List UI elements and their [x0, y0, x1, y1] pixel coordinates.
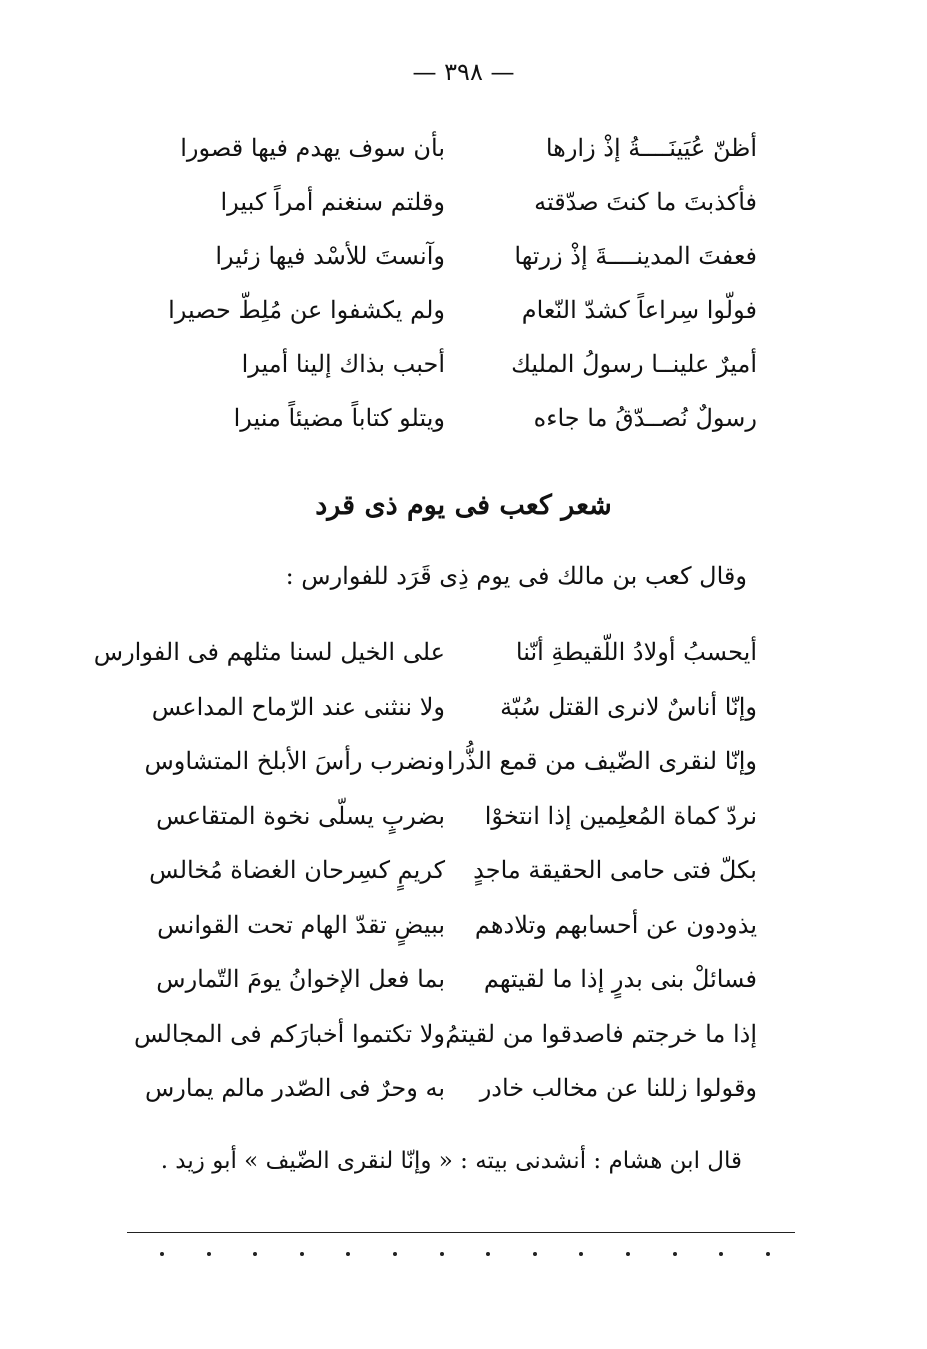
- editor-note: قال ابن هشام : أنشدنى بيته : « وإنّا لنقرى الضّيف » أبو زيد .: [160, 1148, 742, 1174]
- hemistich-first: فأكذبتَ ما كنتَ صدّقته: [534, 188, 757, 216]
- couplet: [155, 794, 757, 838]
- couplet: [155, 903, 757, 947]
- hemistich-second: بضربٍ يسلّى نخوة المتقاعس: [156, 801, 445, 830]
- couplet: [144, 1066, 757, 1110]
- couplet: [155, 126, 757, 170]
- hemistich-second: بأن سوف يهدم فيها قصورا: [180, 134, 445, 162]
- hemistich-second: ولا تكتموا أخبارَكم فى المجالس: [133, 1019, 445, 1048]
- hemistich-first: أيحسبُ أولادُ اللّقيطةِ أنّنا: [515, 638, 757, 666]
- hemistich-second: ولم يكشفوا عن مُلِطّ حصيرا: [168, 296, 445, 324]
- hemistich-second: على الخيل لسنا مثلهم فى الفوارس: [93, 638, 445, 666]
- dot: [393, 1252, 397, 1256]
- hemistich-first: وإنّا أناسٌ لانرى القتل سُبّة: [500, 692, 757, 721]
- hemistich-second: ببيضٍ تقدّ الهام تحت القوانس: [157, 910, 445, 939]
- hemistich-first: رسولٌ نُصــدّقُ ما جاءه: [533, 404, 757, 432]
- hemistich-second: به وحرٌ فى الصّدر مالم يمارس: [144, 1074, 445, 1102]
- dot: [253, 1252, 257, 1256]
- couplet: [155, 342, 757, 386]
- hemistich-second: ويتلو كتاباً مضيئاً منيرا: [233, 404, 445, 432]
- hemistich-first: وإنّا لنقرى الضّيف من قمع الذُّرا: [446, 747, 757, 775]
- hemistich-first: بكلّ فتى حامى الحقيقة ماجدٍ: [473, 856, 757, 884]
- dot: [673, 1252, 677, 1256]
- dot: [346, 1252, 350, 1256]
- couplet: [155, 180, 757, 224]
- section-title: شعر كعب فى يوم ذى قرد: [315, 490, 612, 521]
- couplet: [144, 739, 757, 783]
- couplet: [155, 234, 757, 278]
- hemistich-first: فسائلْ بنى بدرٍ إذا ما لقيتهم: [483, 965, 757, 993]
- hemistich-first: أظنّ عُيَينَــــةُ إذْ زارها: [545, 134, 757, 162]
- hemistich-second: كريمٍ كسِرحان الغضاة مُخالس: [149, 856, 445, 884]
- couplet: [133, 1012, 757, 1056]
- couplet: [155, 957, 757, 1001]
- hemistich-first: إذا ما خرجتم فاصدقوا من لقيتمُ: [445, 1019, 757, 1048]
- intro-line: وقال كعب بن مالك فى يوم ذِى قَرَد للفوارس :: [285, 562, 747, 590]
- hemistich-second: أحبب بذاك إلينا أميرا: [241, 350, 445, 378]
- dot: [719, 1252, 723, 1256]
- dotted-line: [160, 1252, 770, 1256]
- hemistich-first: نردّ كماة المُعلِمين إذا انتخوْا: [484, 801, 757, 830]
- dot: [160, 1252, 164, 1256]
- couplet: [151, 685, 757, 729]
- dot: [300, 1252, 304, 1256]
- hemistich-second: ونضرب رأسَ الأبلخ المتشاوس: [144, 747, 445, 775]
- couplet: [149, 848, 757, 892]
- dot: [533, 1252, 537, 1256]
- hemistich-second: وقلتم سنغنم أمراً كبيرا: [220, 188, 445, 216]
- hemistich-first: أميرٌ علينــا رسولُ المليك: [511, 350, 757, 378]
- page-number: — ٣٩٨ —: [412, 58, 515, 86]
- dot: [579, 1252, 583, 1256]
- hemistich-first: فعفتَ المدينــــةَ إذْ زرتها: [514, 242, 757, 270]
- hemistich-first: وقولوا زللنا عن مخالب خادر: [479, 1074, 757, 1102]
- hemistich-second: بما فعل الإخوانُ يومَ التّمارس: [156, 965, 445, 993]
- dot: [626, 1252, 630, 1256]
- couplet: [155, 288, 757, 332]
- hemistich-second: ولا ننثنى عند الرّماح المداعس: [151, 692, 445, 721]
- dot: [440, 1252, 444, 1256]
- hemistich-first: فولّوا سِراعاً كشدّ النّعام: [521, 296, 757, 324]
- dot: [207, 1252, 211, 1256]
- hemistich-first: يذودون عن أحسابهم وتلادهم: [474, 910, 757, 939]
- dot: [486, 1252, 490, 1256]
- couplet: [155, 396, 757, 440]
- bottom-rule: [127, 1232, 795, 1233]
- dot: [766, 1252, 770, 1256]
- hemistich-second: وآنستَ للأسْد فيها زئيرا: [215, 242, 445, 270]
- couplet: [93, 630, 757, 674]
